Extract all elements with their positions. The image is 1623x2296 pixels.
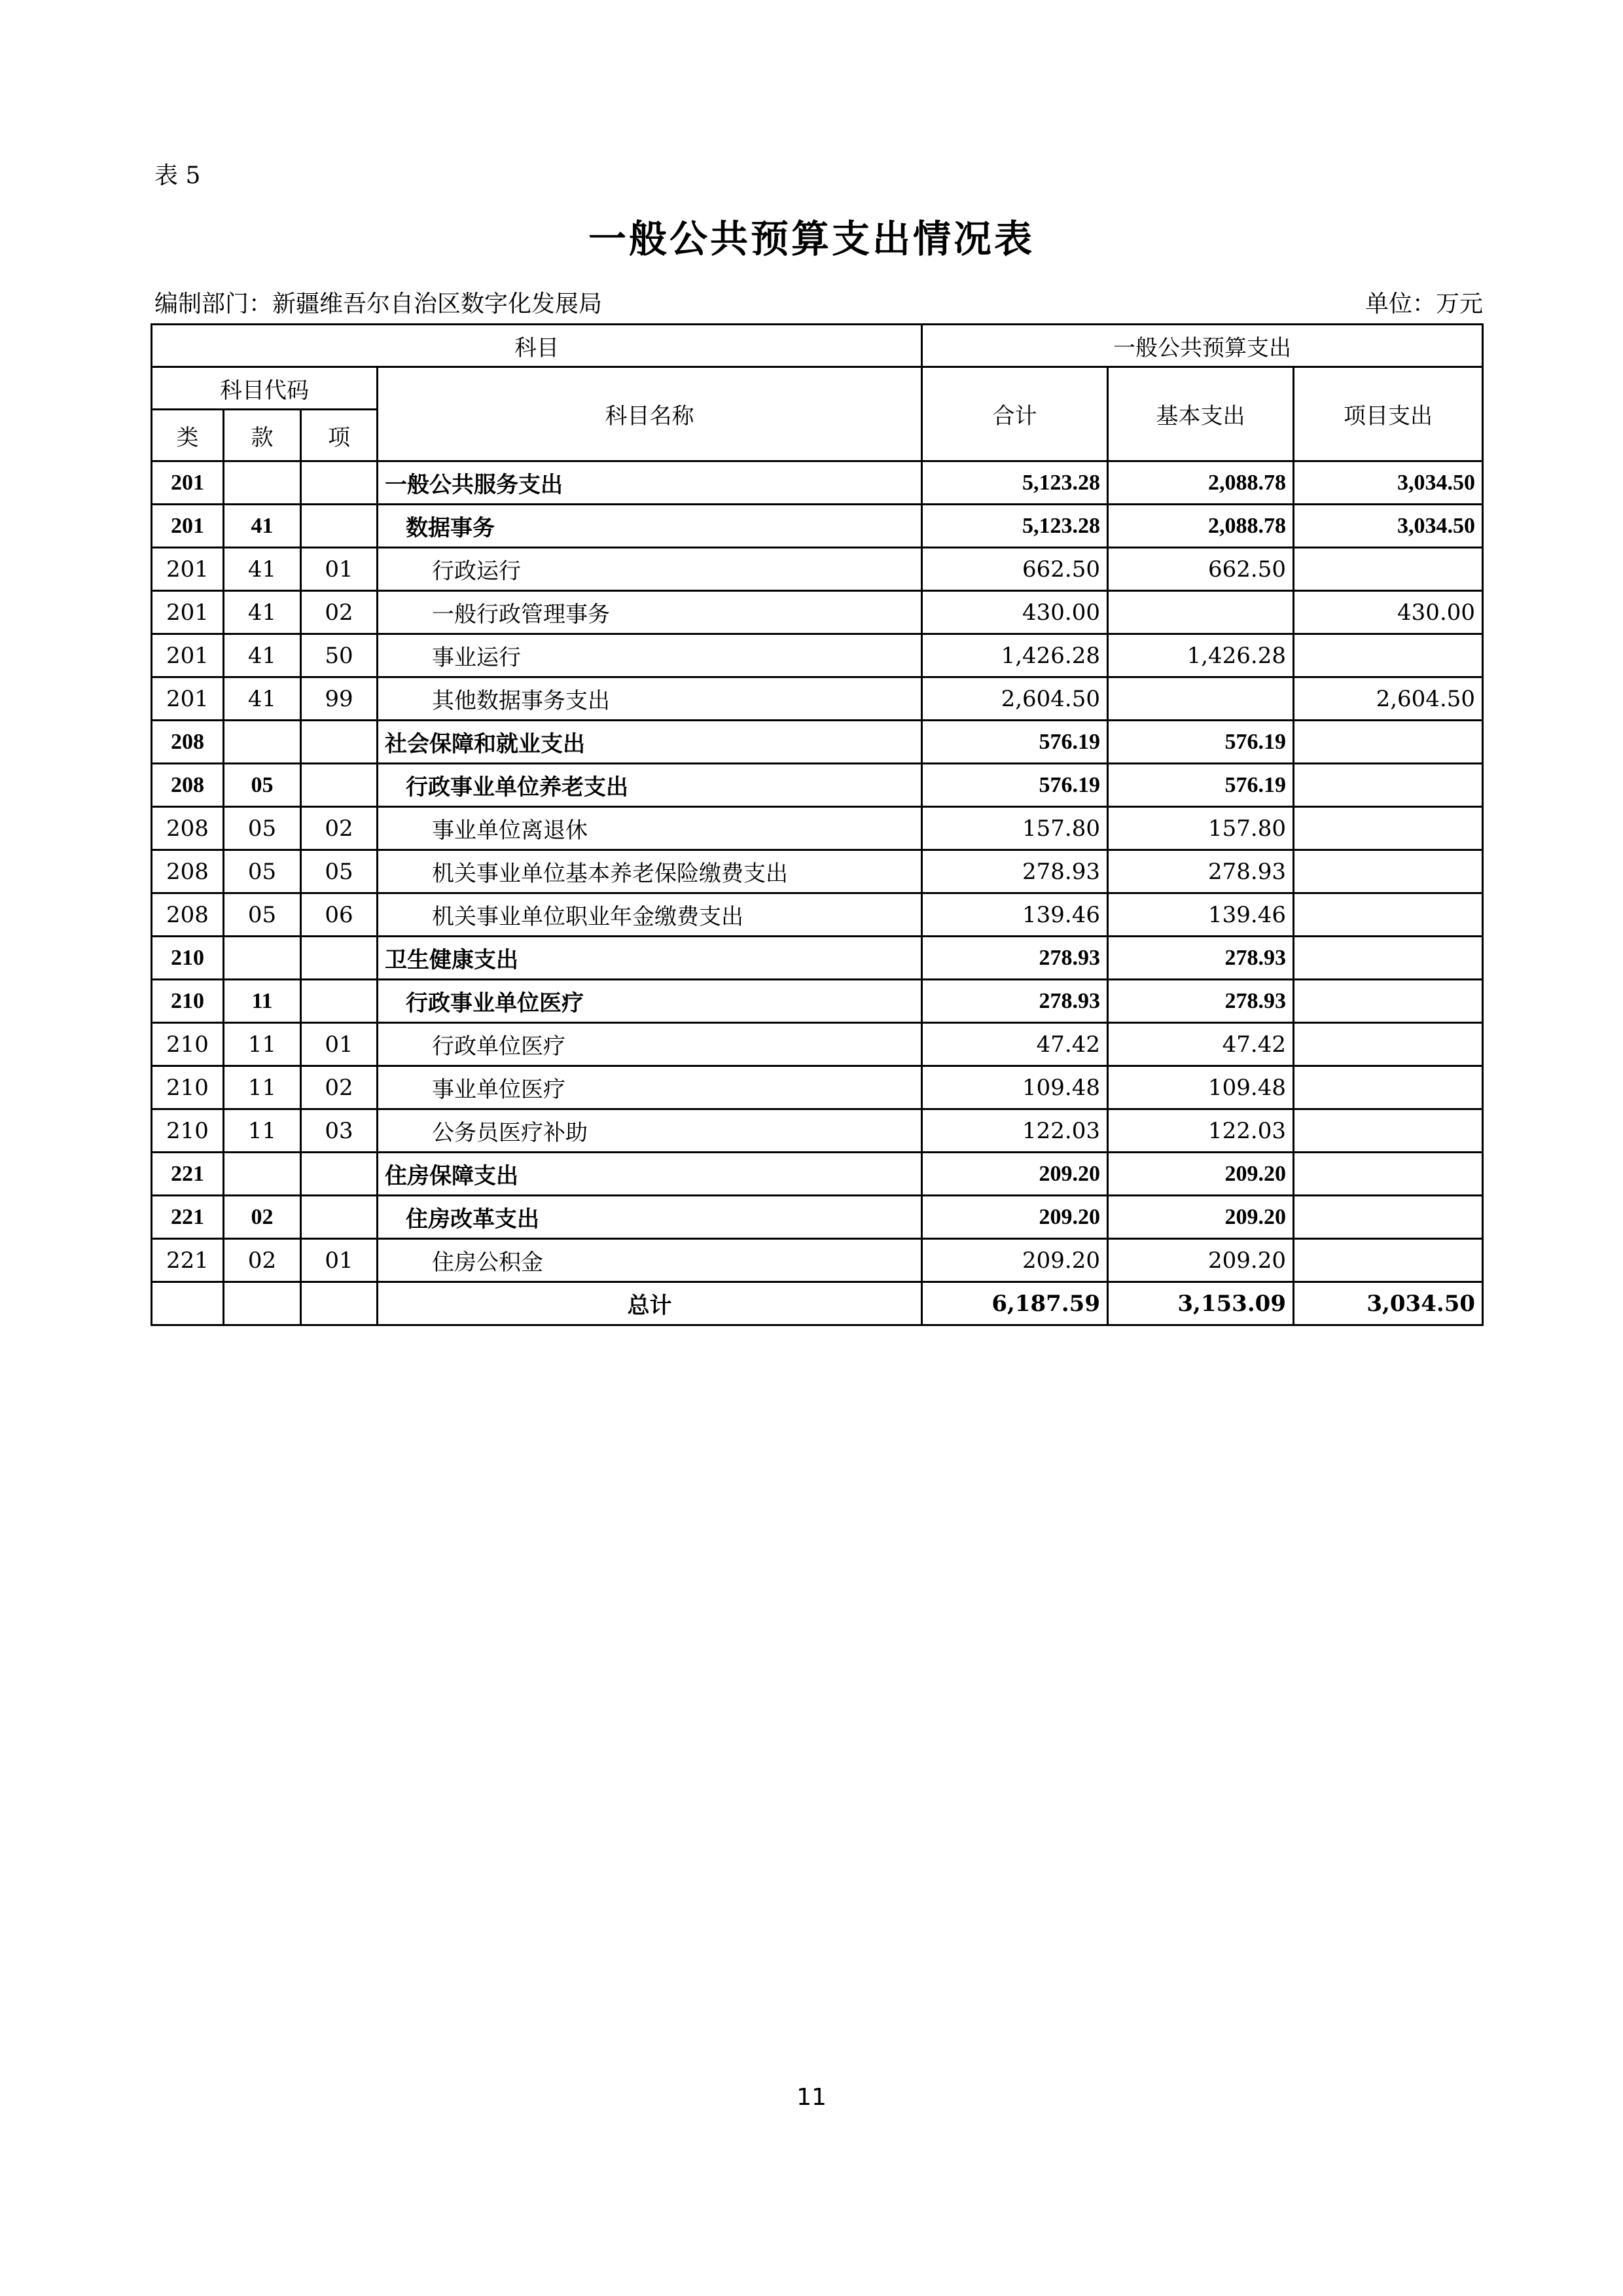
project-amount xyxy=(1294,807,1483,850)
section-code: 05 xyxy=(224,764,301,807)
total-amount: 47.42 xyxy=(922,1023,1108,1066)
total-amount: 5,123.28 xyxy=(922,505,1108,548)
project-amount xyxy=(1294,721,1483,764)
item-code xyxy=(301,980,378,1023)
header-total: 合计 xyxy=(922,367,1108,461)
category-code: 201 xyxy=(152,591,224,634)
table-row xyxy=(152,721,1483,764)
subject-name: 数据事务 xyxy=(378,505,922,548)
basic-amount: 122.03 xyxy=(1108,1109,1294,1153)
category-code: 201 xyxy=(152,548,224,591)
project-amount xyxy=(1294,850,1483,893)
project-amount xyxy=(1294,1153,1483,1196)
basic-amount: 2,088.78 xyxy=(1108,505,1294,548)
section-code: 05 xyxy=(224,850,301,893)
category-code: 221 xyxy=(152,1153,224,1196)
total-amount: 278.93 xyxy=(922,850,1108,893)
item-code xyxy=(301,1153,378,1196)
table-row xyxy=(152,1196,1483,1239)
table-row xyxy=(152,591,1483,634)
project-amount xyxy=(1294,1196,1483,1239)
table-row xyxy=(152,1153,1483,1196)
total-amount: 157.80 xyxy=(922,807,1108,850)
basic-amount: 2,088.78 xyxy=(1108,461,1294,505)
empty-cell xyxy=(152,1282,224,1325)
category-code: 210 xyxy=(152,937,224,980)
basic-amount: 576.19 xyxy=(1108,721,1294,764)
table-row xyxy=(152,764,1483,807)
basic-amount: 157.80 xyxy=(1108,807,1294,850)
subject-name: 机关事业单位基本养老保险缴费支出 xyxy=(378,850,922,893)
total-amount: 5,123.28 xyxy=(922,461,1108,505)
compiling-department: 编制部门：新疆维吾尔自治区数字化发展局 xyxy=(154,291,603,317)
grand-total-total: 6,187.59 xyxy=(922,1282,1108,1325)
subject-name: 公务员医疗补助 xyxy=(378,1109,922,1153)
section-code: 05 xyxy=(224,807,301,850)
item-code: 02 xyxy=(301,1066,378,1109)
category-code: 201 xyxy=(152,677,224,721)
subject-name: 行政事业单位养老支出 xyxy=(378,764,922,807)
section-code: 02 xyxy=(224,1196,301,1239)
category-code: 210 xyxy=(152,980,224,1023)
subject-name: 住房公积金 xyxy=(378,1239,922,1282)
subject-name: 行政单位医疗 xyxy=(378,1023,922,1066)
subject-name: 住房改革支出 xyxy=(378,1196,922,1239)
section-code: 11 xyxy=(224,1023,301,1066)
total-amount: 2,604.50 xyxy=(922,677,1108,721)
item-code: 05 xyxy=(301,850,378,893)
basic-amount: 278.93 xyxy=(1108,937,1294,980)
grand-total-basic: 3,153.09 xyxy=(1108,1282,1294,1325)
section-code: 11 xyxy=(224,1066,301,1109)
total-amount: 278.93 xyxy=(922,980,1108,1023)
project-amount: 430.00 xyxy=(1294,591,1483,634)
item-code: 02 xyxy=(301,807,378,850)
header-subject-code: 科目代码 xyxy=(152,367,378,410)
basic-amount: 576.19 xyxy=(1108,764,1294,807)
table-row xyxy=(152,548,1483,591)
item-code: 02 xyxy=(301,591,378,634)
category-code: 208 xyxy=(152,721,224,764)
header-subject-name: 科目名称 xyxy=(378,367,922,461)
section-code: 41 xyxy=(224,591,301,634)
subject-name: 社会保障和就业支出 xyxy=(378,721,922,764)
project-amount xyxy=(1294,937,1483,980)
subject-name: 事业运行 xyxy=(378,634,922,677)
subject-name: 行政事业单位医疗 xyxy=(378,980,922,1023)
empty-cell xyxy=(301,1282,378,1325)
category-code: 208 xyxy=(152,850,224,893)
project-amount xyxy=(1294,634,1483,677)
project-amount xyxy=(1294,764,1483,807)
project-amount: 3,034.50 xyxy=(1294,461,1483,505)
table-row xyxy=(152,850,1483,893)
table-row xyxy=(152,980,1483,1023)
item-code: 01 xyxy=(301,548,378,591)
total-amount: 209.20 xyxy=(922,1239,1108,1282)
section-code: 41 xyxy=(224,677,301,721)
table-row xyxy=(152,893,1483,937)
header-budget-expenditure: 一般公共预算支出 xyxy=(922,325,1483,367)
header-category: 类 xyxy=(152,410,224,461)
project-amount xyxy=(1294,1239,1483,1282)
category-code: 208 xyxy=(152,807,224,850)
table-label: 表 5 xyxy=(154,162,201,189)
item-code xyxy=(301,461,378,505)
category-code: 208 xyxy=(152,893,224,937)
basic-amount: 662.50 xyxy=(1108,548,1294,591)
grand-total-project: 3,034.50 xyxy=(1294,1282,1483,1325)
total-amount: 662.50 xyxy=(922,548,1108,591)
project-amount xyxy=(1294,548,1483,591)
item-code: 01 xyxy=(301,1239,378,1282)
item-code xyxy=(301,764,378,807)
subject-name: 住房保障支出 xyxy=(378,1153,922,1196)
category-code: 221 xyxy=(152,1196,224,1239)
basic-amount: 209.20 xyxy=(1108,1153,1294,1196)
total-amount: 430.00 xyxy=(922,591,1108,634)
project-amount xyxy=(1294,1023,1483,1066)
section-code: 41 xyxy=(224,634,301,677)
total-amount: 139.46 xyxy=(922,893,1108,937)
category-code: 201 xyxy=(152,461,224,505)
header-subject: 科目 xyxy=(152,325,922,367)
total-amount: 278.93 xyxy=(922,937,1108,980)
category-code: 221 xyxy=(152,1239,224,1282)
basic-amount: 278.93 xyxy=(1108,980,1294,1023)
table-row xyxy=(152,1023,1483,1066)
subject-name: 行政运行 xyxy=(378,548,922,591)
table-row xyxy=(152,634,1483,677)
section-code xyxy=(224,1153,301,1196)
table-row xyxy=(152,937,1483,980)
item-code: 03 xyxy=(301,1109,378,1153)
section-code xyxy=(224,937,301,980)
basic-amount: 139.46 xyxy=(1108,893,1294,937)
project-amount: 2,604.50 xyxy=(1294,677,1483,721)
section-code: 11 xyxy=(224,980,301,1023)
table-row xyxy=(152,1109,1483,1153)
total-amount: 109.48 xyxy=(922,1066,1108,1109)
page-number: 11 xyxy=(796,2084,827,2111)
item-code xyxy=(301,937,378,980)
basic-amount: 1,426.28 xyxy=(1108,634,1294,677)
table-row xyxy=(152,807,1483,850)
item-code: 01 xyxy=(301,1023,378,1066)
subject-name: 卫生健康支出 xyxy=(378,937,922,980)
basic-amount xyxy=(1108,591,1294,634)
grand-total-label: 总计 xyxy=(378,1282,922,1325)
project-amount xyxy=(1294,1066,1483,1109)
table-row xyxy=(152,1066,1483,1109)
subject-name: 事业单位医疗 xyxy=(378,1066,922,1109)
category-code: 201 xyxy=(152,505,224,548)
section-code: 05 xyxy=(224,893,301,937)
project-amount xyxy=(1294,893,1483,937)
total-amount: 122.03 xyxy=(922,1109,1108,1153)
basic-amount xyxy=(1108,677,1294,721)
budget-expenditure-table xyxy=(151,323,1484,1326)
page-title: 一般公共预算支出情况表 xyxy=(588,217,1035,261)
subject-name: 一般公共服务支出 xyxy=(378,461,922,505)
category-code: 210 xyxy=(152,1066,224,1109)
basic-amount: 278.93 xyxy=(1108,850,1294,893)
section-code: 02 xyxy=(224,1239,301,1282)
header-section: 款 xyxy=(224,410,301,461)
item-code: 99 xyxy=(301,677,378,721)
table-row xyxy=(152,461,1483,505)
item-code: 06 xyxy=(301,893,378,937)
total-amount: 209.20 xyxy=(922,1153,1108,1196)
subject-name: 一般行政管理事务 xyxy=(378,591,922,634)
project-amount: 3,034.50 xyxy=(1294,505,1483,548)
project-amount xyxy=(1294,1109,1483,1153)
section-code xyxy=(224,461,301,505)
total-amount: 576.19 xyxy=(922,721,1108,764)
basic-amount: 209.20 xyxy=(1108,1196,1294,1239)
header-project: 项目支出 xyxy=(1294,367,1483,461)
section-code: 41 xyxy=(224,505,301,548)
unit-label: 单位：万元 xyxy=(1364,291,1483,317)
basic-amount: 109.48 xyxy=(1108,1066,1294,1109)
subject-name: 机关事业单位职业年金缴费支出 xyxy=(378,893,922,937)
table-row xyxy=(152,677,1483,721)
category-code: 201 xyxy=(152,634,224,677)
section-code: 11 xyxy=(224,1109,301,1153)
item-code xyxy=(301,1196,378,1239)
total-amount: 1,426.28 xyxy=(922,634,1108,677)
category-code: 210 xyxy=(152,1023,224,1066)
table-row xyxy=(152,1239,1483,1282)
header-basic: 基本支出 xyxy=(1108,367,1294,461)
total-amount: 576.19 xyxy=(922,764,1108,807)
basic-amount: 209.20 xyxy=(1108,1239,1294,1282)
item-code xyxy=(301,505,378,548)
table-row xyxy=(152,505,1483,548)
project-amount xyxy=(1294,980,1483,1023)
header-item: 项 xyxy=(301,410,378,461)
subject-name: 事业单位离退休 xyxy=(378,807,922,850)
basic-amount: 47.42 xyxy=(1108,1023,1294,1066)
total-amount: 209.20 xyxy=(922,1196,1108,1239)
grand-total-row xyxy=(152,1282,1483,1325)
category-code: 210 xyxy=(152,1109,224,1153)
category-code: 208 xyxy=(152,764,224,807)
subject-name: 其他数据事务支出 xyxy=(378,677,922,721)
empty-cell xyxy=(224,1282,301,1325)
section-code: 41 xyxy=(224,548,301,591)
item-code: 50 xyxy=(301,634,378,677)
item-code xyxy=(301,721,378,764)
section-code xyxy=(224,721,301,764)
